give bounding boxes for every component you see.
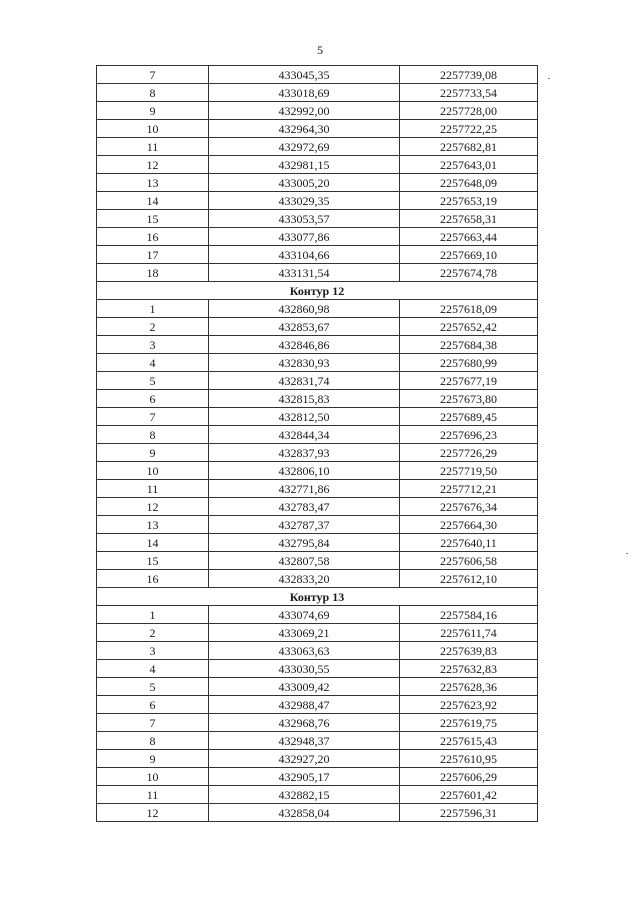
scan-speck xyxy=(548,78,550,79)
y-coordinate-cell: 2257728,00 xyxy=(400,102,538,120)
y-coordinate-cell: 2257584,16 xyxy=(400,606,538,624)
point-number-cell: 11 xyxy=(97,480,209,498)
table-row xyxy=(97,768,538,786)
x-coordinate-cell: 432807,58 xyxy=(209,552,400,570)
x-coordinate-cell: 433104,66 xyxy=(209,246,400,264)
y-coordinate-cell: 2257739,08 xyxy=(400,66,538,84)
y-coordinate-cell: 2257653,19 xyxy=(400,192,538,210)
coordinates-table xyxy=(96,65,538,822)
x-coordinate-cell: 432972,69 xyxy=(209,138,400,156)
y-coordinate-cell: 2257619,75 xyxy=(400,714,538,732)
point-number-cell: 7 xyxy=(97,66,209,84)
table-row xyxy=(97,552,538,570)
table-row xyxy=(97,300,538,318)
point-number-cell: 1 xyxy=(97,300,209,318)
x-coordinate-cell: 433074,69 xyxy=(209,606,400,624)
point-number-cell: 2 xyxy=(97,318,209,336)
point-number-cell: 10 xyxy=(97,120,209,138)
x-coordinate-cell: 432787,37 xyxy=(209,516,400,534)
x-coordinate-cell: 432844,34 xyxy=(209,426,400,444)
table-row xyxy=(97,156,538,174)
x-coordinate-cell: 433045,35 xyxy=(209,66,400,84)
x-coordinate-cell: 433053,57 xyxy=(209,210,400,228)
table-row xyxy=(97,372,538,390)
x-coordinate-cell: 432968,76 xyxy=(209,714,400,732)
table-row xyxy=(97,318,538,336)
point-number-cell: 14 xyxy=(97,534,209,552)
point-number-cell: 7 xyxy=(97,408,209,426)
table-row xyxy=(97,732,538,750)
point-number-cell: 9 xyxy=(97,444,209,462)
table-row xyxy=(97,498,538,516)
table-row xyxy=(97,408,538,426)
section-header-row xyxy=(97,282,538,300)
x-coordinate-cell: 432882,15 xyxy=(209,786,400,804)
x-coordinate-cell: 432846,86 xyxy=(209,336,400,354)
y-coordinate-cell: 2257696,23 xyxy=(400,426,538,444)
point-number-cell: 14 xyxy=(97,192,209,210)
point-number-cell: 5 xyxy=(97,678,209,696)
table-row xyxy=(97,642,538,660)
table-row xyxy=(97,210,538,228)
point-number-cell: 12 xyxy=(97,804,209,822)
x-coordinate-cell: 432806,10 xyxy=(209,462,400,480)
point-number-cell: 7 xyxy=(97,714,209,732)
x-coordinate-cell: 432927,20 xyxy=(209,750,400,768)
table-row xyxy=(97,192,538,210)
x-coordinate-cell: 433029,35 xyxy=(209,192,400,210)
point-number-cell: 16 xyxy=(97,228,209,246)
x-coordinate-cell: 432988,47 xyxy=(209,696,400,714)
y-coordinate-cell: 2257606,58 xyxy=(400,552,538,570)
table-row xyxy=(97,354,538,372)
table-row xyxy=(97,606,538,624)
x-coordinate-cell: 432981,15 xyxy=(209,156,400,174)
y-coordinate-cell: 2257689,45 xyxy=(400,408,538,426)
y-coordinate-cell: 2257652,42 xyxy=(400,318,538,336)
point-number-cell: 12 xyxy=(97,156,209,174)
x-coordinate-cell: 432783,47 xyxy=(209,498,400,516)
y-coordinate-cell: 2257601,42 xyxy=(400,786,538,804)
point-number-cell: 15 xyxy=(97,552,209,570)
table-row xyxy=(97,264,538,282)
table-row xyxy=(97,678,538,696)
y-coordinate-cell: 2257676,34 xyxy=(400,498,538,516)
point-number-cell: 17 xyxy=(97,246,209,264)
y-coordinate-cell: 2257611,74 xyxy=(400,624,538,642)
point-number-cell: 9 xyxy=(97,102,209,120)
point-number-cell: 3 xyxy=(97,642,209,660)
y-coordinate-cell: 2257632,83 xyxy=(400,660,538,678)
table-row xyxy=(97,444,538,462)
point-number-cell: 8 xyxy=(97,732,209,750)
point-number-cell: 11 xyxy=(97,786,209,804)
point-number-cell: 3 xyxy=(97,336,209,354)
y-coordinate-cell: 2257677,19 xyxy=(400,372,538,390)
x-coordinate-cell: 432771,86 xyxy=(209,480,400,498)
y-coordinate-cell: 2257669,10 xyxy=(400,246,538,264)
point-number-cell: 6 xyxy=(97,696,209,714)
x-coordinate-cell: 432812,50 xyxy=(209,408,400,426)
y-coordinate-cell: 2257610,95 xyxy=(400,750,538,768)
point-number-cell: 9 xyxy=(97,750,209,768)
y-coordinate-cell: 2257663,44 xyxy=(400,228,538,246)
y-coordinate-cell: 2257719,50 xyxy=(400,462,538,480)
point-number-cell: 4 xyxy=(97,354,209,372)
point-number-cell: 11 xyxy=(97,138,209,156)
scan-speck xyxy=(626,553,628,554)
point-number-cell: 10 xyxy=(97,768,209,786)
section-title: Контур 12 xyxy=(97,282,538,300)
y-coordinate-cell: 2257643,01 xyxy=(400,156,538,174)
coordinates-table-body xyxy=(97,66,538,822)
point-number-cell: 13 xyxy=(97,516,209,534)
x-coordinate-cell: 432905,17 xyxy=(209,768,400,786)
y-coordinate-cell: 2257674,78 xyxy=(400,264,538,282)
y-coordinate-cell: 2257612,10 xyxy=(400,570,538,588)
y-coordinate-cell: 2257658,31 xyxy=(400,210,538,228)
table-row xyxy=(97,102,538,120)
section-title: Контур 13 xyxy=(97,588,538,606)
table-row xyxy=(97,480,538,498)
y-coordinate-cell: 2257673,80 xyxy=(400,390,538,408)
x-coordinate-cell: 432992,00 xyxy=(209,102,400,120)
table-row xyxy=(97,750,538,768)
table-row xyxy=(97,570,538,588)
y-coordinate-cell: 2257722,25 xyxy=(400,120,538,138)
y-coordinate-cell: 2257684,38 xyxy=(400,336,538,354)
point-number-cell: 12 xyxy=(97,498,209,516)
point-number-cell: 1 xyxy=(97,606,209,624)
section-header-row xyxy=(97,588,538,606)
y-coordinate-cell: 2257648,09 xyxy=(400,174,538,192)
table-row xyxy=(97,534,538,552)
table-row xyxy=(97,714,538,732)
point-number-cell: 2 xyxy=(97,624,209,642)
x-coordinate-cell: 433069,21 xyxy=(209,624,400,642)
table-row xyxy=(97,426,538,444)
point-number-cell: 6 xyxy=(97,390,209,408)
y-coordinate-cell: 2257682,81 xyxy=(400,138,538,156)
x-coordinate-cell: 432858,04 xyxy=(209,804,400,822)
y-coordinate-cell: 2257618,09 xyxy=(400,300,538,318)
table-row xyxy=(97,696,538,714)
point-number-cell: 15 xyxy=(97,210,209,228)
y-coordinate-cell: 2257606,29 xyxy=(400,768,538,786)
table-row xyxy=(97,390,538,408)
table-row xyxy=(97,516,538,534)
point-number-cell: 16 xyxy=(97,570,209,588)
table-row xyxy=(97,84,538,102)
x-coordinate-cell: 432837,93 xyxy=(209,444,400,462)
y-coordinate-cell: 2257726,29 xyxy=(400,444,538,462)
point-number-cell: 8 xyxy=(97,84,209,102)
y-coordinate-cell: 2257712,21 xyxy=(400,480,538,498)
x-coordinate-cell: 432815,83 xyxy=(209,390,400,408)
x-coordinate-cell: 432831,74 xyxy=(209,372,400,390)
x-coordinate-cell: 432948,37 xyxy=(209,732,400,750)
y-coordinate-cell: 2257680,99 xyxy=(400,354,538,372)
x-coordinate-cell: 433009,42 xyxy=(209,678,400,696)
table-row xyxy=(97,174,538,192)
x-coordinate-cell: 432964,30 xyxy=(209,120,400,138)
table-row xyxy=(97,228,538,246)
x-coordinate-cell: 433063,63 xyxy=(209,642,400,660)
point-number-cell: 4 xyxy=(97,660,209,678)
table-row xyxy=(97,120,538,138)
x-coordinate-cell: 432795,84 xyxy=(209,534,400,552)
point-number-cell: 13 xyxy=(97,174,209,192)
y-coordinate-cell: 2257639,83 xyxy=(400,642,538,660)
y-coordinate-cell: 2257623,92 xyxy=(400,696,538,714)
table-row xyxy=(97,660,538,678)
x-coordinate-cell: 432853,67 xyxy=(209,318,400,336)
x-coordinate-cell: 432830,93 xyxy=(209,354,400,372)
x-coordinate-cell: 433077,86 xyxy=(209,228,400,246)
x-coordinate-cell: 432860,98 xyxy=(209,300,400,318)
x-coordinate-cell: 433005,20 xyxy=(209,174,400,192)
y-coordinate-cell: 2257628,36 xyxy=(400,678,538,696)
table-row xyxy=(97,624,538,642)
table-row xyxy=(97,462,538,480)
table-row xyxy=(97,66,538,84)
table-row xyxy=(97,786,538,804)
x-coordinate-cell: 433131,54 xyxy=(209,264,400,282)
table-row xyxy=(97,138,538,156)
x-coordinate-cell: 433018,69 xyxy=(209,84,400,102)
x-coordinate-cell: 433030,55 xyxy=(209,660,400,678)
y-coordinate-cell: 2257615,43 xyxy=(400,732,538,750)
y-coordinate-cell: 2257640,11 xyxy=(400,534,538,552)
page-number: 5 xyxy=(317,43,323,57)
y-coordinate-cell: 2257596,31 xyxy=(400,804,538,822)
table-row xyxy=(97,336,538,354)
point-number-cell: 8 xyxy=(97,426,209,444)
y-coordinate-cell: 2257664,30 xyxy=(400,516,538,534)
y-coordinate-cell: 2257733,54 xyxy=(400,84,538,102)
point-number-cell: 5 xyxy=(97,372,209,390)
table-row xyxy=(97,246,538,264)
point-number-cell: 18 xyxy=(97,264,209,282)
table-row xyxy=(97,804,538,822)
point-number-cell: 10 xyxy=(97,462,209,480)
x-coordinate-cell: 432833,20 xyxy=(209,570,400,588)
